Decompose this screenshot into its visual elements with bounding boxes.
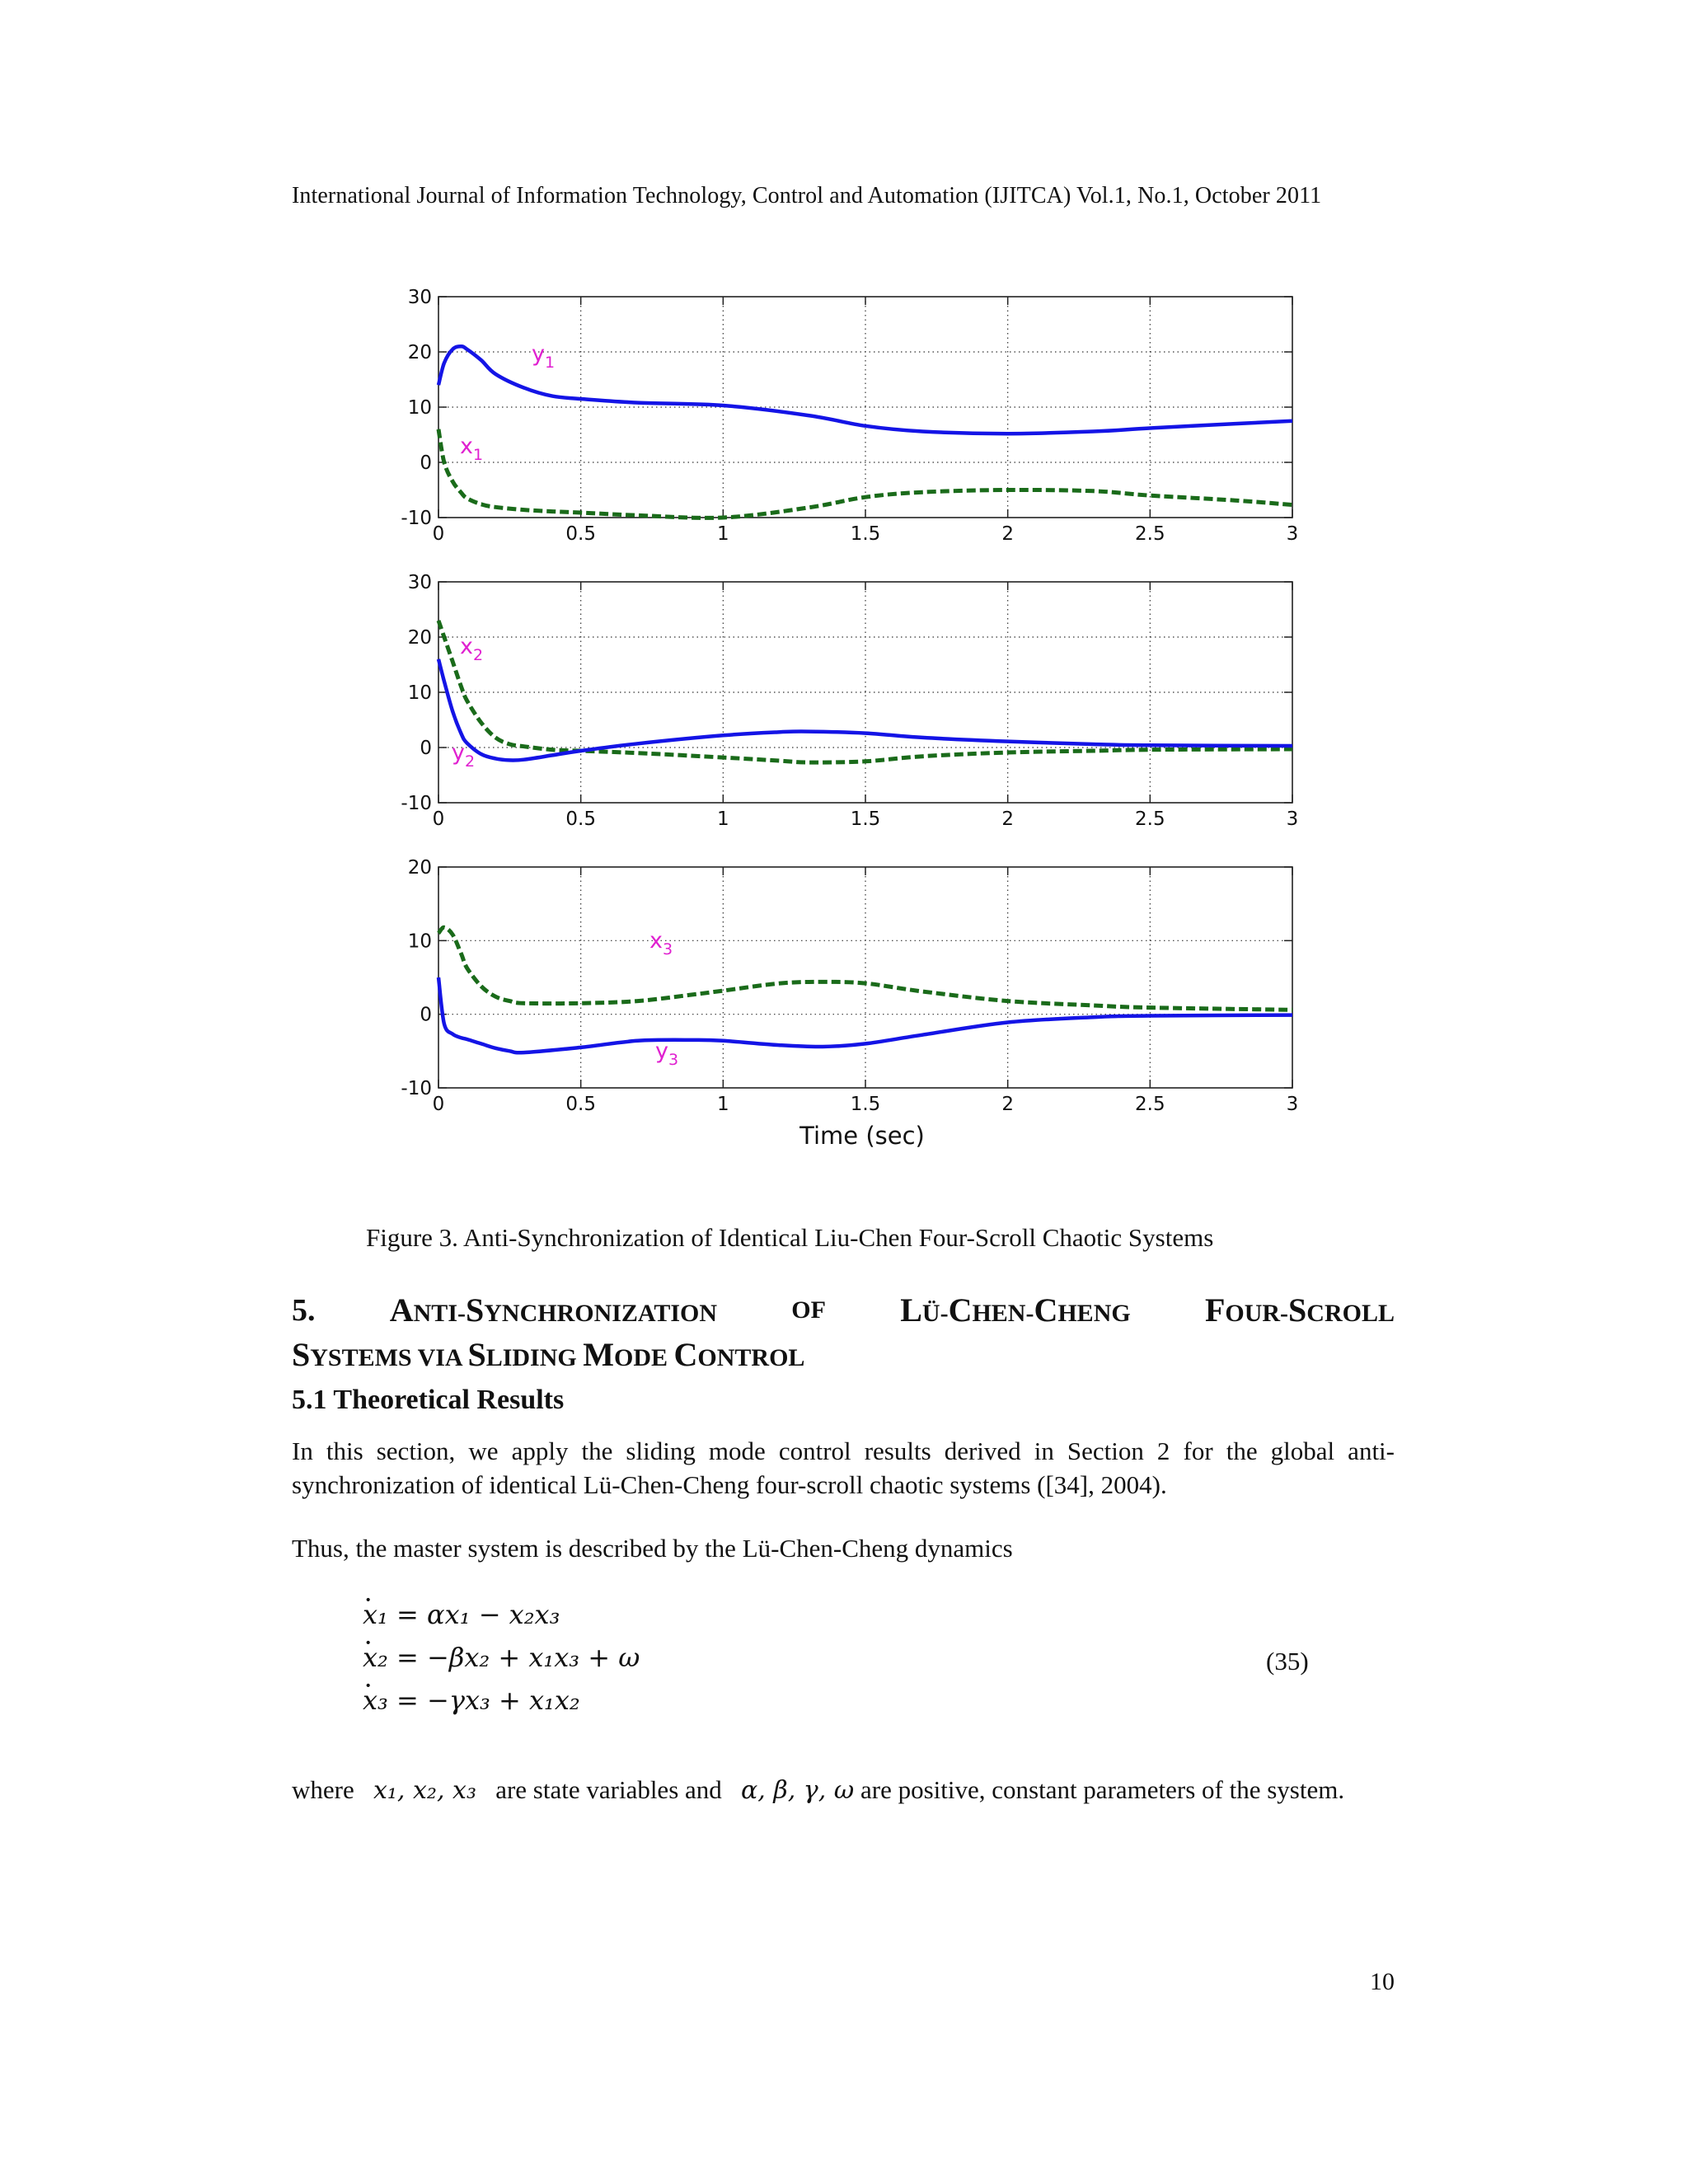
section-number: 5. bbox=[292, 1293, 316, 1328]
x-tick-label: 2.5 bbox=[1135, 523, 1165, 545]
y-tick-label: 0 bbox=[420, 452, 432, 474]
x-tick-label: 0.5 bbox=[565, 808, 596, 830]
running-header: International Journal of Information Technology, Control and Automation (IJITCA) Vol.1, No.1, October 2011 bbox=[292, 183, 1322, 209]
heading-line-2: SYSTEMS VIA SLIDING MODE CONTROL bbox=[292, 1336, 805, 1373]
x-axis-title: Time (sec) bbox=[799, 1122, 925, 1150]
y-tick-label: -10 bbox=[401, 1078, 432, 1099]
y-tick-label: 10 bbox=[407, 397, 432, 419]
state-variables: x₁, x₂, x₃ bbox=[373, 1776, 476, 1805]
y-tick-label: -10 bbox=[401, 508, 432, 529]
figure-caption: Figure 3. Anti-Synchronization of Identical Liu-Chen Four-Scroll Chaotic Systems bbox=[366, 1223, 1214, 1252]
eq3-text: x₃ = −γx₃ + x₁x₂ · bbox=[363, 1685, 580, 1716]
equation-2 bbox=[363, 1642, 640, 1685]
equation-system bbox=[363, 1599, 640, 1727]
x-tick-label: 2 bbox=[1001, 808, 1014, 830]
y-tick-label: 20 bbox=[407, 342, 432, 363]
figure-3-plots bbox=[387, 279, 1327, 1152]
x-tick-label: 3 bbox=[1286, 523, 1299, 545]
heading-word: LÜ-CHEN-CHENG bbox=[900, 1291, 1131, 1329]
heading-word: ANTI-SYNCHRONIZATION bbox=[389, 1291, 718, 1329]
eq2-text: x₂ = −βx₂ + x₁x₃ + ω · bbox=[363, 1642, 640, 1673]
plot-frame bbox=[438, 867, 1292, 1088]
heading-word: FOUR-SCROLL bbox=[1204, 1291, 1395, 1329]
y-tick-label: 30 bbox=[407, 287, 432, 308]
section-heading bbox=[292, 1290, 1395, 1379]
label-x1: $x_1$ bbox=[460, 434, 484, 464]
x-tick-label: 0 bbox=[432, 808, 445, 830]
y-tick-label: 20 bbox=[407, 627, 432, 649]
eq1-text: x₁ = αx₁ − x₂x₃ · bbox=[363, 1599, 560, 1630]
heading-word: OF bbox=[791, 1296, 826, 1324]
y-tick-label: 30 bbox=[407, 572, 432, 593]
x-tick-label: 0 bbox=[432, 523, 445, 545]
label-y3: $y_3$ bbox=[655, 1038, 679, 1069]
y-tick-label: 20 bbox=[407, 857, 432, 879]
x-tick-label: 1.5 bbox=[850, 523, 881, 545]
y-tick-label: 10 bbox=[407, 930, 432, 953]
equation-3 bbox=[363, 1685, 640, 1727]
label-y2: $y_2$ bbox=[452, 740, 476, 771]
x-tick-label: 0 bbox=[432, 1094, 445, 1115]
x-tick-label: 2 bbox=[1001, 1094, 1014, 1115]
x-tick-label: 0.5 bbox=[565, 523, 596, 545]
page-number: 10 bbox=[1370, 1968, 1395, 1995]
y-tick-label: -10 bbox=[401, 793, 432, 814]
paragraph-where: where x₁, x₂, x₃ are state variables and α, β, γ, ω are positive, constant parameters of the system. bbox=[292, 1775, 1345, 1805]
equation-1 bbox=[363, 1599, 640, 1642]
parameters: α, β, γ, ω bbox=[741, 1776, 855, 1805]
x-tick-label: 1 bbox=[717, 1094, 729, 1115]
x-tick-label: 1 bbox=[717, 808, 729, 830]
subsection-heading: 5.1 Theoretical Results bbox=[292, 1385, 565, 1415]
equation-number: (35) bbox=[1266, 1647, 1309, 1675]
x-tick-label: 1.5 bbox=[850, 1094, 881, 1115]
label-x2: $x_2$ bbox=[460, 634, 484, 664]
x-tick-label: 3 bbox=[1286, 1094, 1299, 1115]
x-tick-label: 0.5 bbox=[565, 1094, 596, 1115]
x-tick-label: 1.5 bbox=[850, 808, 881, 830]
x-tick-label: 2.5 bbox=[1135, 1094, 1165, 1115]
y-tick-label: 0 bbox=[420, 1004, 432, 1026]
x-tick-label: 1 bbox=[717, 523, 729, 545]
label-x3: $x_3$ bbox=[649, 928, 673, 958]
x-tick-label: 2.5 bbox=[1135, 808, 1165, 830]
y-tick-label: 0 bbox=[420, 738, 432, 759]
chart-panel-3 bbox=[401, 857, 1298, 1115]
y-tick-label: 10 bbox=[407, 682, 432, 704]
time-series-figure bbox=[387, 279, 1327, 1152]
paragraph-intro: In this section, we apply the sliding mode control results derived in Section 2 for the global anti-synchronization of identical Lü-Chen-Cheng four-scroll chaotic systems ([34], 2004). bbox=[292, 1436, 1395, 1499]
chart-panel-2 bbox=[401, 572, 1298, 830]
x-tick-label: 3 bbox=[1286, 808, 1299, 830]
x-tick-label: 2 bbox=[1001, 523, 1014, 545]
label-y1: $y_1$ bbox=[532, 341, 556, 372]
chart-panel-1 bbox=[401, 287, 1298, 545]
paragraph-master-system: Thus, the master system is described by the Lü-Chen-Cheng dynamics bbox=[292, 1534, 1013, 1563]
